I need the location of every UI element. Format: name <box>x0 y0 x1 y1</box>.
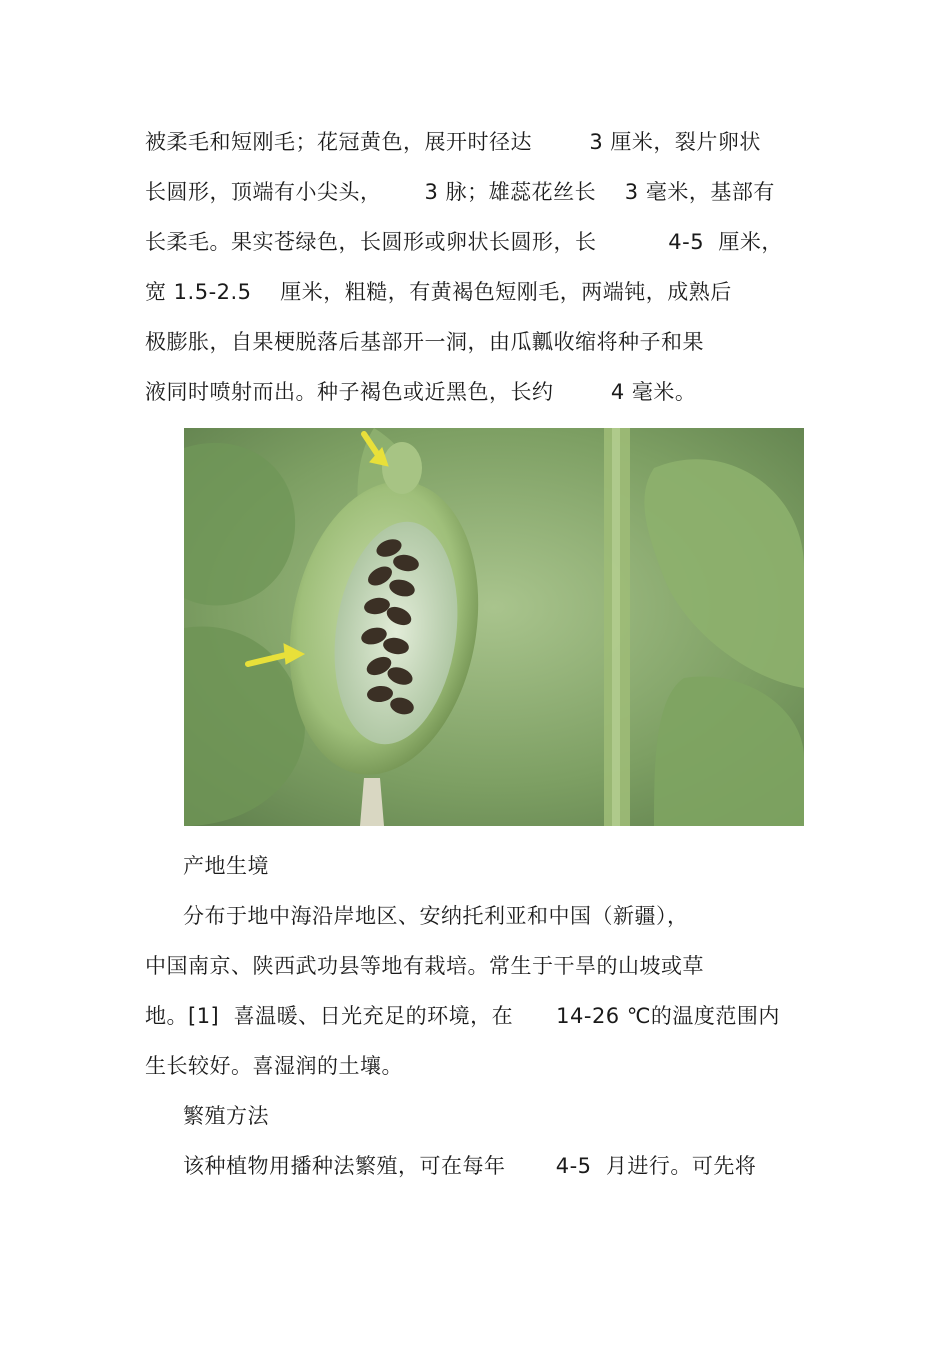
text-line: 液同时喷射而出。种子褐色或近黑色，长约 4 毫米。 <box>145 380 697 404</box>
section-heading-habitat: 产地生境 <box>183 854 269 878</box>
text-line: 地。[1] 喜温暖、日光充足的环境，在 14-26 ℃的温度范围内 <box>145 1004 780 1028</box>
text-line: 长柔毛。果实苍绿色，长圆形或卵状长圆形，长 4-5 厘米， <box>145 230 783 254</box>
text-line: 中国南京、陕西武功县等地有栽培。常生于干旱的山坡或草 <box>145 954 704 978</box>
text-line: 分布于地中海沿岸地区、安纳托利亚和中国（新疆）， <box>183 904 689 928</box>
text-line: 长圆形，顶端有小尖头， 3 脉；雄蕊花丝长 3 毫米，基部有 <box>145 180 775 204</box>
text-line: 被柔毛和短刚毛；花冠黄色，展开时径达 3 厘米，裂片卵状 <box>145 130 761 154</box>
fruit-photo <box>184 428 804 826</box>
text-line: 极膨胀，自果梗脱落后基部开一洞，由瓜瓤收缩将种子和果 <box>145 330 704 354</box>
text-line: 宽 1.5-2.5 厘米，粗糙，有黄褐色短刚毛，两端钝，成熟后 <box>145 280 732 304</box>
section-heading-propagation: 繁殖方法 <box>183 1104 269 1128</box>
fruit-photo-illustration <box>184 428 804 826</box>
text-line: 生长较好。喜湿润的土壤。 <box>145 1054 403 1078</box>
text-line: 该种植物用播种法繁殖，可在每年 4-5 月进行。可先将 <box>183 1154 757 1178</box>
